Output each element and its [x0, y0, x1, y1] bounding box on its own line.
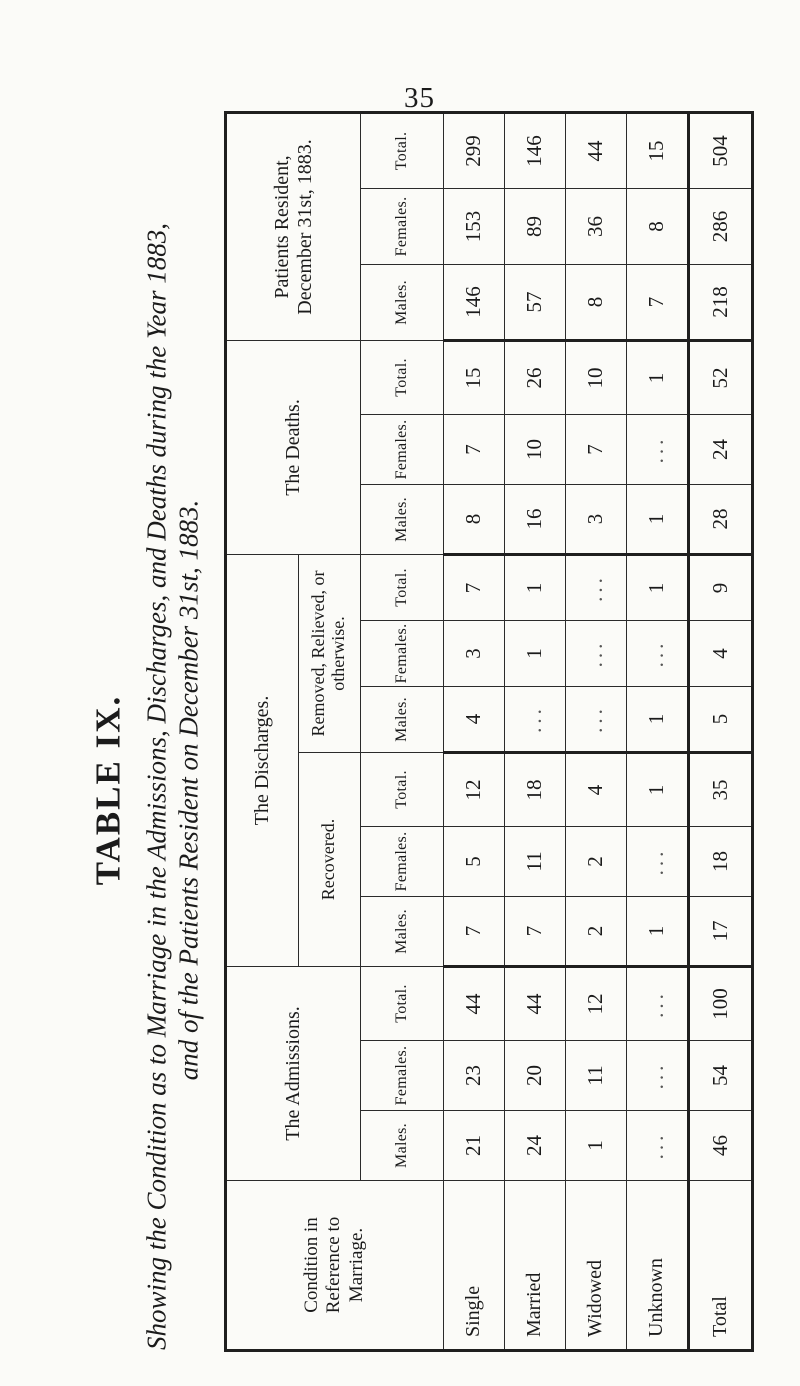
table-cell: 7 [443, 414, 504, 484]
table-cell: ... [626, 620, 688, 686]
table-cell: ... [626, 1041, 688, 1111]
table-wrap [224, 131, 754, 1352]
table-row [565, 112, 626, 1350]
resident-total-header: Total. [361, 112, 444, 188]
table-cell: 4 [565, 752, 626, 826]
table-row [626, 112, 688, 1350]
table-row [504, 112, 565, 1350]
table-cell: 21 [443, 1111, 504, 1181]
deaths-females-header: Females. [361, 414, 444, 484]
table-cell: 52 [689, 340, 753, 414]
table-cell: ... [565, 620, 626, 686]
table-title: TABLE IX. [88, 694, 128, 886]
table-cell: 153 [443, 188, 504, 264]
rotated-table-container [224, 131, 754, 1352]
table-cell: 1 [626, 896, 688, 966]
table-cell: ... [626, 1111, 688, 1181]
table-cell: ... [504, 686, 565, 752]
table-cell: 89 [504, 188, 565, 264]
recovered-header: Recovered. [298, 752, 360, 966]
table-cell: 1 [565, 1111, 626, 1181]
heading-block [88, 222, 204, 1350]
table-cell: 5 [443, 826, 504, 896]
table-cell: 7 [565, 414, 626, 484]
removed-header: Removed, Relieved, or otherwise. [298, 554, 360, 752]
deaths-males-header: Males. [361, 484, 444, 554]
resident-females-header: Females. [361, 188, 444, 264]
table-cell: 12 [565, 966, 626, 1040]
deaths-header: The Deaths. [226, 340, 361, 554]
table-cell: 3 [565, 484, 626, 554]
condition-label: Married [504, 1181, 565, 1351]
table-cell: 26 [504, 340, 565, 414]
table-cell: 504 [689, 112, 753, 188]
table-cell: 8 [626, 188, 688, 264]
table-cell: 1 [626, 554, 688, 620]
table-cell: 24 [689, 414, 753, 484]
table-cell: 11 [565, 1041, 626, 1111]
condition-label: Single [443, 1181, 504, 1351]
table-cell: 54 [689, 1041, 753, 1111]
condition-header: Condition in Reference to Marriage. [226, 1181, 444, 1351]
table-cell: 299 [443, 112, 504, 188]
table-cell: 57 [504, 264, 565, 340]
table-cell: 7 [504, 896, 565, 966]
table-row [443, 112, 504, 1350]
admissions-header: The Admissions. [226, 966, 361, 1180]
resident-header: Patients Resident, December 31st, 1883. [226, 112, 361, 340]
table-cell: 146 [504, 112, 565, 188]
table-cell: 35 [689, 752, 753, 826]
table-subtitle-line-1: Showing the Condition as to Marriage in the Admissions, Discharges, and Deaths during the Year 1883, [141, 222, 172, 1350]
table-cell: 1 [626, 484, 688, 554]
table-cell: 8 [565, 264, 626, 340]
marriage-condition-table [224, 111, 754, 1352]
page-number: 35 [404, 82, 435, 114]
table-cell: 3 [443, 620, 504, 686]
table-cell: 44 [565, 112, 626, 188]
table-cell: 1 [626, 686, 688, 752]
table-cell: 44 [504, 966, 565, 1040]
table-cell: 15 [443, 340, 504, 414]
table-cell: 286 [689, 188, 753, 264]
table-cell: 100 [689, 966, 753, 1040]
table-subtitle-line-2: and of the Patients Resident on December 31st, 1883. [174, 499, 204, 1081]
table-cell: 9 [689, 554, 753, 620]
total-label: Total [689, 1181, 753, 1351]
table-cell: 15 [626, 112, 688, 188]
admissions-total-header: Total. [361, 966, 444, 1040]
table-cell: 4 [443, 686, 504, 752]
table-cell: 10 [565, 340, 626, 414]
table-cell: 10 [504, 414, 565, 484]
table-cell: 218 [689, 264, 753, 340]
total-row [689, 112, 753, 1350]
table-cell: 146 [443, 264, 504, 340]
table-cell: 24 [504, 1111, 565, 1181]
table-cell: ... [565, 554, 626, 620]
recovered-total-header: Total. [361, 752, 444, 826]
admissions-males-header: Males. [361, 1111, 444, 1181]
removed-females-header: Females. [361, 620, 444, 686]
removed-total-header: Total. [361, 554, 444, 620]
table-cell: 7 [443, 554, 504, 620]
table-cell: 16 [504, 484, 565, 554]
table-cell: 5 [689, 686, 753, 752]
table-cell: 7 [626, 264, 688, 340]
deaths-total-header: Total. [361, 340, 444, 414]
discharges-header: The Discharges. [226, 554, 299, 966]
table-cell: 36 [565, 188, 626, 264]
table-cell: ... [626, 414, 688, 484]
table-cell: 28 [689, 484, 753, 554]
table-cell: 12 [443, 752, 504, 826]
table-cell: 2 [565, 826, 626, 896]
condition-label: Unknown [626, 1181, 688, 1351]
table-cell: 2 [565, 896, 626, 966]
table-cell: 4 [689, 620, 753, 686]
recovered-females-header: Females. [361, 826, 444, 896]
condition-label: Widowed [565, 1181, 626, 1351]
table-cell: 46 [689, 1111, 753, 1181]
admissions-females-header: Females. [361, 1041, 444, 1111]
table-cell: 17 [689, 896, 753, 966]
table-cell: 44 [443, 966, 504, 1040]
table-cell: 20 [504, 1041, 565, 1111]
table-cell: 8 [443, 484, 504, 554]
table-cell: 7 [443, 896, 504, 966]
title-group [88, 222, 206, 1350]
table-cell: 1 [504, 620, 565, 686]
table-cell: 1 [626, 340, 688, 414]
resident-males-header: Males. [361, 264, 444, 340]
table-cell: 18 [504, 752, 565, 826]
table-cell: 18 [689, 826, 753, 896]
table-cell: ... [565, 686, 626, 752]
table-cell: ... [626, 826, 688, 896]
table-cell: 23 [443, 1041, 504, 1111]
table-cell: 11 [504, 826, 565, 896]
table-cell: 1 [626, 752, 688, 826]
table-cell: 1 [504, 554, 565, 620]
removed-males-header: Males. [361, 686, 444, 752]
recovered-males-header: Males. [361, 896, 444, 966]
table-cell: ... [626, 966, 688, 1040]
